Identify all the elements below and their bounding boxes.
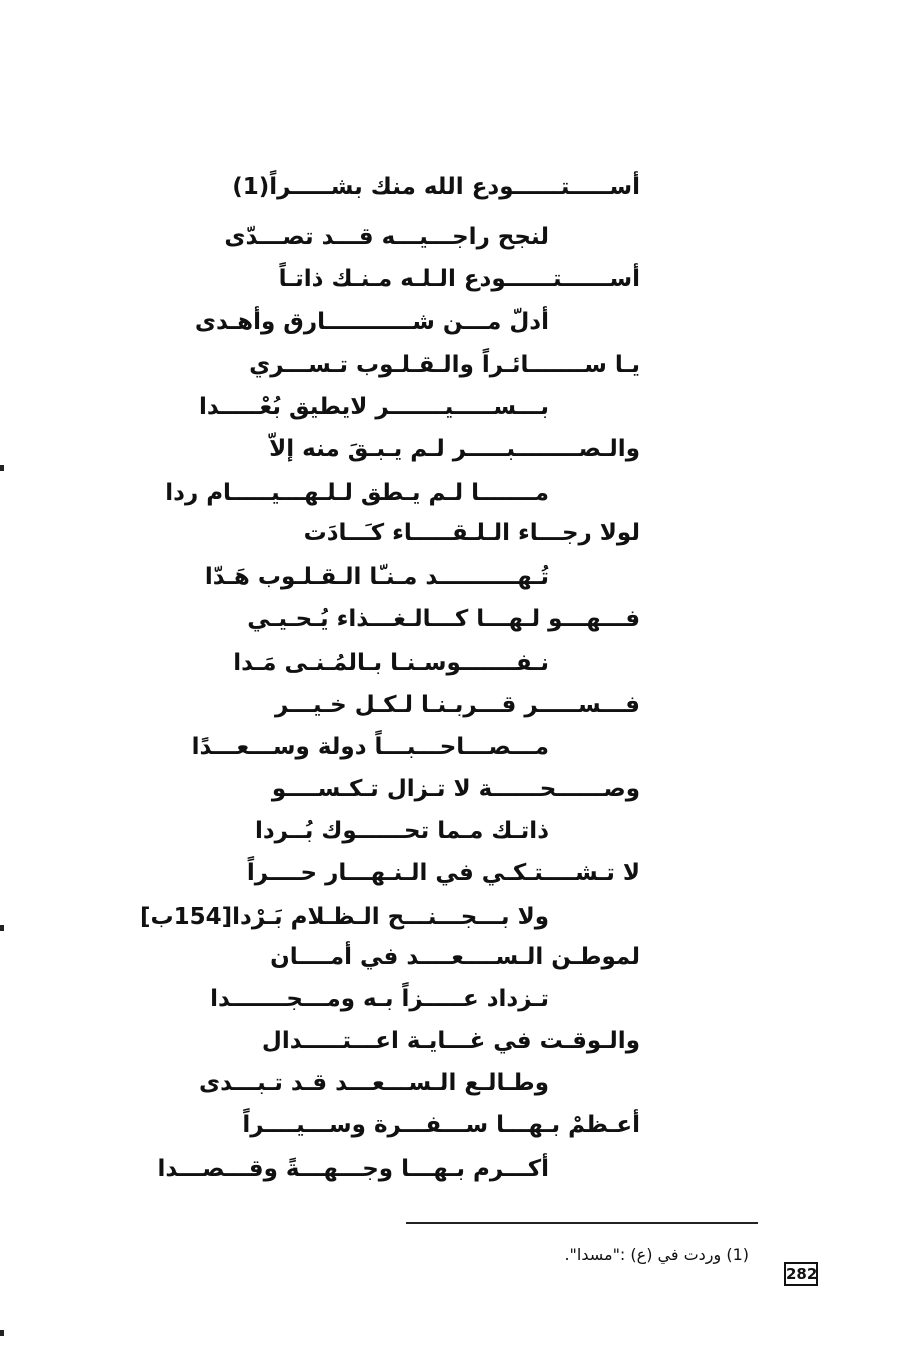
poem-line-24: أكـــرم بـهـــا وجـــهـــةً وقـــصـــدا xyxy=(157,1156,549,1182)
poem-line-2: لنجح راجـــيـــه قـــد تصـــدّى xyxy=(224,224,549,250)
poem-line-4: أدلّ مـــن شـــــــــــارق وأهـدى xyxy=(194,309,549,335)
poem-line-23: أعـظمْ بـهـــا ســـفـــرة وســـيــــراً xyxy=(242,1112,640,1138)
poem-line-22: وطـالـع الـســـعـــد قـد تـبـــدى xyxy=(199,1070,549,1096)
poem-line-16: ذاتـك مـما تحــــــوك بُــردا xyxy=(254,818,549,844)
poem-line-15: وصــــــحــــــة لا تـزال تـكـســــو xyxy=(271,776,640,802)
poem-line-8: مـــــــا لـم يـطق لـلـهـــيـــــام ردا xyxy=(165,480,549,506)
page-number: 282 xyxy=(784,1262,818,1286)
poem-line-12: نـفـــــــوسـنـا بـالمُـنـى مَـدا xyxy=(233,650,549,676)
poem-line-20: تـزداد عـــــزاً بـه ومـــجـــــــدا xyxy=(210,986,549,1012)
footnote: (1) وردت في (ع) :"مسدا". xyxy=(564,1245,749,1264)
poem-line-6: بـــســـــيـــــــر لايطيق بُعْـــــدا xyxy=(198,394,549,420)
poem-line-13: فـــســـــر قـــربـنـا لـكـل خـيـــر xyxy=(274,692,640,718)
poem-line-19: لموطـن الـســــعــــد في أمــــان xyxy=(270,944,640,970)
poem-line-3: أســــــتــــــودع الـلـه مـنـك ذاتـاً xyxy=(278,266,640,292)
poem-line-21: والـوقـت في غـــايـة اعـــتـــــدال xyxy=(261,1028,640,1054)
scan-mark xyxy=(0,465,4,471)
poem-line-17: لا تـشــــتـكـي في الـنـهـــار حــــراً xyxy=(246,860,640,886)
poem-line-11: فـــهـــو لـهـــا كـــالـغـــذاء يُـحـيـي xyxy=(247,606,640,632)
poem-line-18: ولا بـــجـــنـــح الـظـلام بَـرْدا[154ب] xyxy=(140,904,549,930)
poem-line-14: مـــصـــاحـــبـــاً دولة وســـعـــدًا xyxy=(191,734,549,760)
scan-mark xyxy=(0,1330,4,1336)
footnote-divider xyxy=(406,1222,758,1224)
scan-mark xyxy=(0,925,4,931)
poem-line-1: أســـــتــــــودع الله منك بشـــــراً(1) xyxy=(232,174,640,200)
poem-line-5: يـا ســـــــائـراً والـقـلـوب تـســـري xyxy=(249,352,640,378)
poem-line-9: لولا رجـــاء الـلـقـــــاء كـَــادَت xyxy=(303,520,640,546)
poem-line-7: والـصــــــــبـــــر لـم يـبـقَ منه إلاّ xyxy=(269,436,640,462)
poem-line-10: تُـهــــــــــد مـنـّا الـقـلـوب هَـدّا xyxy=(204,564,549,590)
